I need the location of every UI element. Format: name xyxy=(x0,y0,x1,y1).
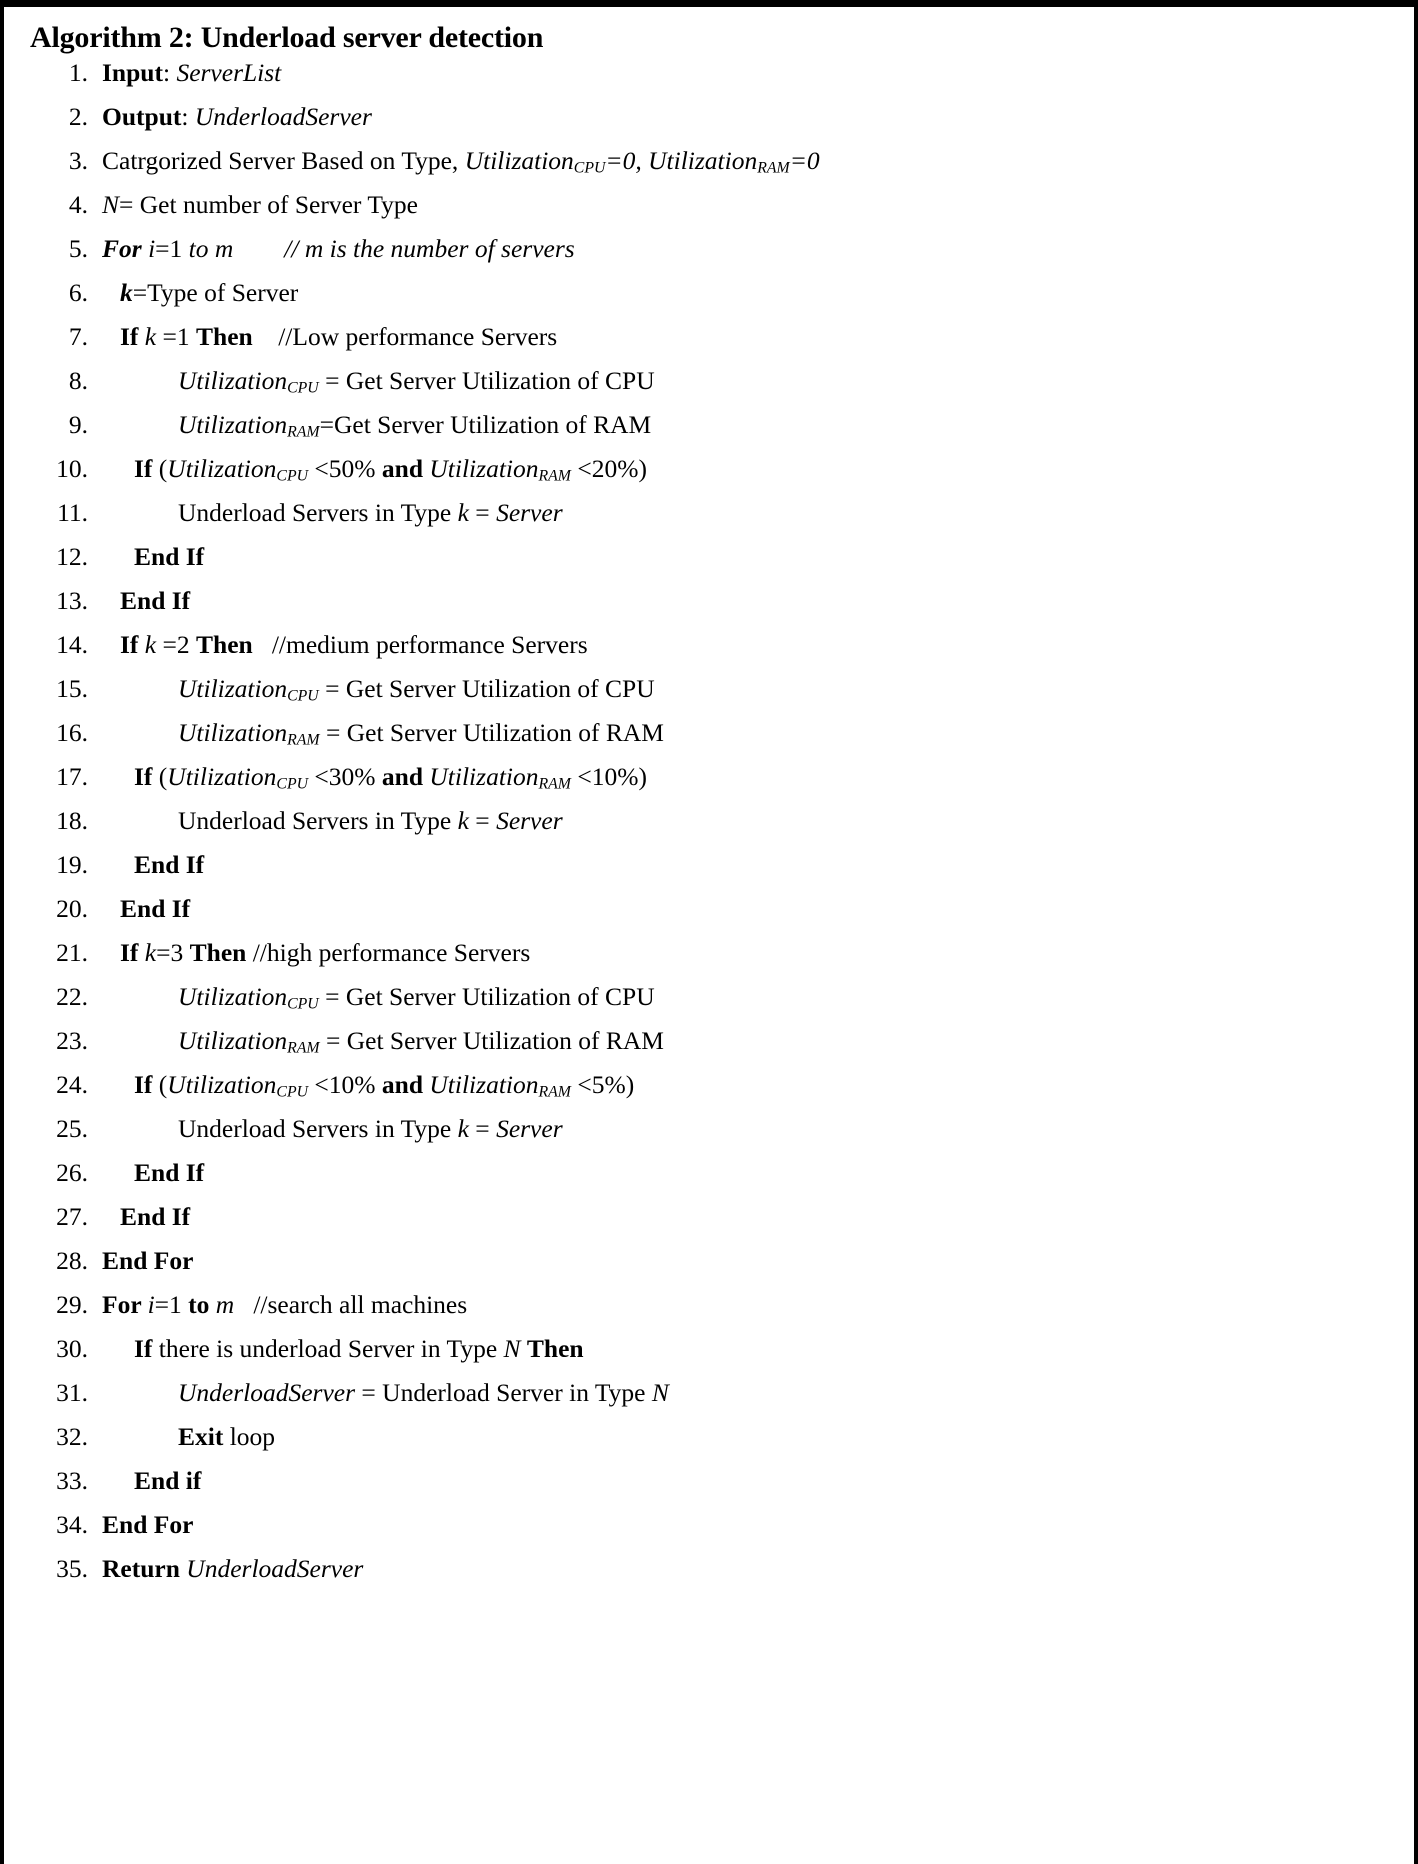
step-text: End If xyxy=(120,893,191,923)
step-number: 10. xyxy=(56,453,88,483)
step-text: For i=1 to m // m is the number of servers xyxy=(102,233,575,263)
algorithm-step xyxy=(30,1465,1414,1512)
step-text: If k =1 Then //Low performance Servers xyxy=(120,321,558,351)
algorithm-step xyxy=(30,1201,1414,1248)
step-text: Catrgorized Server Based on Type, Utilization$_{CPU}$=0, Utilization$_{RAM}$=0 xyxy=(102,145,820,176)
step-number: 14. xyxy=(56,629,88,659)
step-number: 8. xyxy=(68,365,88,395)
step-text: For i=1 to m //search all machines xyxy=(102,1289,468,1319)
algorithm-step xyxy=(30,277,1414,324)
step-text: End If xyxy=(134,849,205,879)
step-number: 12. xyxy=(56,541,88,571)
step-text: End For xyxy=(102,1509,194,1539)
step-number: 16. xyxy=(56,717,88,747)
step-text: Underload Servers in Type k = Server xyxy=(178,805,563,835)
step-text: End If xyxy=(120,585,191,615)
algorithm-step xyxy=(30,1113,1414,1160)
step-text: If (Utilization$_{CPU}$ <50% and Utilization$_{RAM}$ <20%) xyxy=(134,453,647,484)
step-text: Utilization$_{RAM}$ = Get Server Utilization of RAM xyxy=(178,717,664,748)
step-text: Utilization$_{CPU}$ = Get Server Utilization of CPU xyxy=(178,981,655,1012)
step-text: If k =2 Then //medium performance Servers xyxy=(120,629,588,659)
step-number: 11. xyxy=(57,497,88,527)
algorithm-step xyxy=(30,497,1414,544)
step-text: UnderloadServer = Underload Server in Type N xyxy=(178,1377,669,1407)
step-number: 30. xyxy=(56,1333,88,1363)
step-number: 5. xyxy=(68,233,88,263)
algorithm-step xyxy=(30,1377,1414,1424)
step-number: 20. xyxy=(56,893,88,923)
algorithm-step xyxy=(30,981,1414,1028)
step-number: 29. xyxy=(56,1289,88,1319)
step-number: 9. xyxy=(68,409,88,439)
algorithm-step xyxy=(30,101,1414,148)
step-number: 22. xyxy=(56,981,88,1011)
algorithm-step xyxy=(30,629,1414,676)
step-text: Utilization$_{CPU}$ = Get Server Utilization of CPU xyxy=(178,365,655,396)
step-text: If (Utilization$_{CPU}$ <30% and Utilization$_{RAM}$ <10%) xyxy=(134,761,647,792)
algorithm-step xyxy=(30,937,1414,984)
step-text: Utilization$_{RAM}$ = Get Server Utilization of RAM xyxy=(178,1025,664,1056)
step-number: 7. xyxy=(68,321,88,351)
step-text: End For xyxy=(102,1245,194,1275)
step-number: 32. xyxy=(56,1421,88,1451)
algorithm-step xyxy=(30,365,1414,412)
step-number: 3. xyxy=(68,145,88,175)
step-text: Utilization$_{RAM}$=Get Server Utilization of RAM xyxy=(178,409,652,440)
step-text: If there is underload Server in Type N Then xyxy=(134,1333,584,1363)
algorithm-step xyxy=(30,1553,1414,1600)
step-text: End If xyxy=(120,1201,191,1231)
step-number: 4. xyxy=(68,189,88,219)
algorithm-step-list xyxy=(30,57,1414,1600)
step-text: If k=3 Then //high performance Servers xyxy=(120,937,531,967)
algorithm-step xyxy=(30,189,1414,236)
algorithm-step xyxy=(30,453,1414,500)
algorithm-step xyxy=(30,409,1414,456)
step-text: N= Get number of Server Type xyxy=(102,189,418,219)
step-text: If (Utilization$_{CPU}$ <10% and Utilization$_{RAM}$ <5%) xyxy=(134,1069,635,1100)
step-text: End If xyxy=(134,1157,205,1187)
algorithm-step xyxy=(30,145,1414,192)
step-number: 34. xyxy=(56,1509,88,1539)
algorithm-step xyxy=(30,805,1414,852)
algorithm-step xyxy=(30,1421,1414,1468)
algorithm-step xyxy=(30,761,1414,808)
algorithm-step xyxy=(30,1069,1414,1116)
step-text: Underload Servers in Type k = Server xyxy=(178,1113,563,1143)
algorithm-content xyxy=(4,7,1414,1600)
step-text: Utilization$_{CPU}$ = Get Server Utilization of CPU xyxy=(178,673,655,704)
step-number: 26. xyxy=(56,1157,88,1187)
step-number: 28. xyxy=(56,1245,88,1275)
step-text: Underload Servers in Type k = Server xyxy=(178,497,563,527)
step-number: 21. xyxy=(56,937,88,967)
step-number: 18. xyxy=(56,805,88,835)
algorithm-step xyxy=(30,1289,1414,1336)
algorithm-step xyxy=(30,849,1414,896)
step-text: Exit loop xyxy=(178,1421,276,1451)
step-number: 24. xyxy=(56,1069,88,1099)
algorithm-step xyxy=(30,321,1414,368)
step-number: 6. xyxy=(68,277,88,307)
algorithm-step xyxy=(30,541,1414,588)
algorithm-step xyxy=(30,1333,1414,1380)
step-text: Output: UnderloadServer xyxy=(102,101,372,131)
algorithm-title: Algorithm 2: Underload server detection xyxy=(30,21,544,54)
step-number: 2. xyxy=(68,101,88,131)
step-text: k=Type of Server xyxy=(120,277,299,307)
step-number: 35. xyxy=(56,1553,88,1583)
algorithm-step xyxy=(30,585,1414,632)
step-text: Return UnderloadServer xyxy=(102,1553,364,1583)
algorithm-step xyxy=(30,893,1414,940)
step-text: End if xyxy=(134,1465,202,1495)
algorithm-step xyxy=(30,1157,1414,1204)
step-number: 27. xyxy=(56,1201,88,1231)
step-number: 13. xyxy=(56,585,88,615)
algorithm-step xyxy=(30,1025,1414,1072)
step-number: 25. xyxy=(56,1113,88,1143)
step-number: 15. xyxy=(56,673,88,703)
step-text: End If xyxy=(134,541,205,571)
algorithm-step xyxy=(30,1509,1414,1556)
step-number: 17. xyxy=(56,761,88,791)
algorithm-step xyxy=(30,717,1414,764)
step-number: 23. xyxy=(56,1025,88,1055)
algorithm-step xyxy=(30,673,1414,720)
algorithm-step xyxy=(30,57,1414,104)
step-text: Input: ServerList xyxy=(102,57,282,87)
algorithm-step xyxy=(30,233,1414,280)
step-number: 1. xyxy=(68,57,88,87)
algorithm-step xyxy=(30,1245,1414,1292)
step-number: 31. xyxy=(56,1377,88,1407)
step-number: 19. xyxy=(56,849,88,879)
step-number: 33. xyxy=(56,1465,88,1495)
